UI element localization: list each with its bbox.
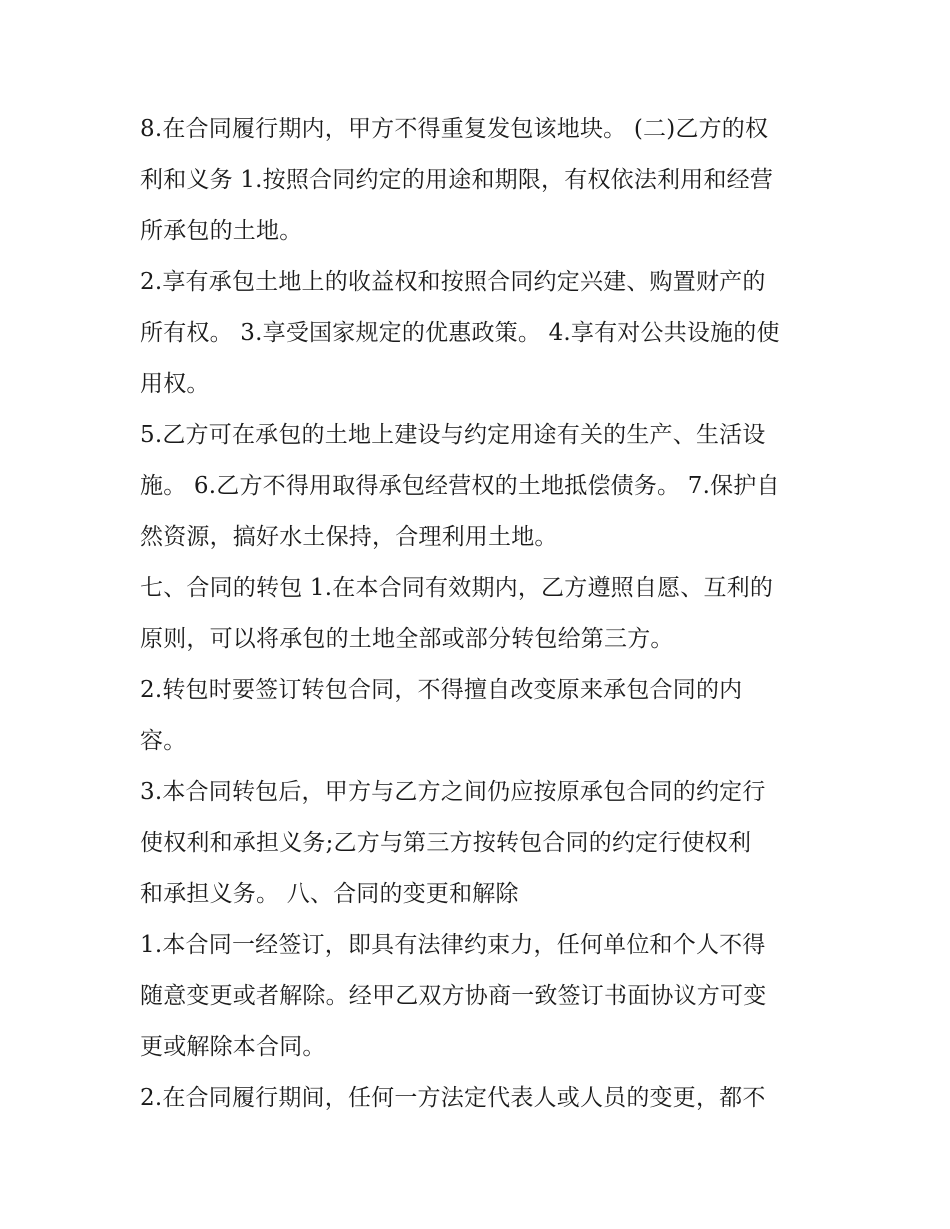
paragraph-after-subcontract [140,767,820,920]
document-body [140,104,820,1124]
text-line: 2.在合同履行期间，任何一方法定代表人或人员的变更，都不 [140,1085,766,1111]
paragraph-income-rights [140,257,820,410]
text-line: 2.转包时要签订转包合同，不得擅自改变原来承包合同的内 [140,677,743,703]
text-line: 容。 [140,728,187,754]
text-line: 2.享有承包土地上的收益权和按照合同约定兴建、购置财产的 [140,269,766,295]
text-line: 然资源，搞好水土保持，合理利用土地。 [140,524,558,550]
text-line: 3.本合同转包后，甲方与乙方之间仍应按原承包合同的约定行 [140,779,766,805]
text-line: 施。 6.乙方不得用取得承包经营权的土地抵偿债务。 7.保护自 [140,473,780,499]
text-line: 所有权。 3.享受国家规定的优惠政策。 4.享有对公共设施的使 [140,320,780,346]
paragraph-subcontract-signing [140,665,820,767]
text-line: 用权。 [140,371,210,397]
text-line: 利和义务 1.按照合同约定的用途和期限，有权依法利用和经营 [140,167,774,193]
text-line: 所承包的土地。 [140,218,303,244]
text-line: 七、合同的转包 1.在本合同有效期内，乙方遵照自愿、互利的 [140,575,774,601]
text-line: 使权利和承担义务;乙方与第三方按转包合同的约定行使权利 [140,830,752,856]
text-line: 原则，可以将承包的土地全部或部分转包给第三方。 [140,626,674,652]
text-line: 8.在合同履行期内，甲方不得重复发包该地块。 (二)乙方的权 [140,116,769,142]
paragraph-subcontracting [140,563,820,665]
text-line: 随意变更或者解除。经甲乙双方协商一致签订书面协议方可变 [140,983,767,1009]
paragraph-construction-facilities [140,410,820,563]
paragraph-party-a-b-rights [140,104,820,257]
text-line: 1.本合同一经签订，即具有法律约束力，任何单位和个人不得 [140,932,766,958]
text-line: 更或解除本合同。 [140,1034,326,1060]
text-line: 和承担义务。 八、合同的变更和解除 [140,881,519,907]
text-line: 5.乙方可在承包的土地上建设与约定用途有关的生产、生活设 [140,422,766,448]
paragraph-representative-change [140,1073,820,1124]
paragraph-contract-binding [140,920,820,1073]
